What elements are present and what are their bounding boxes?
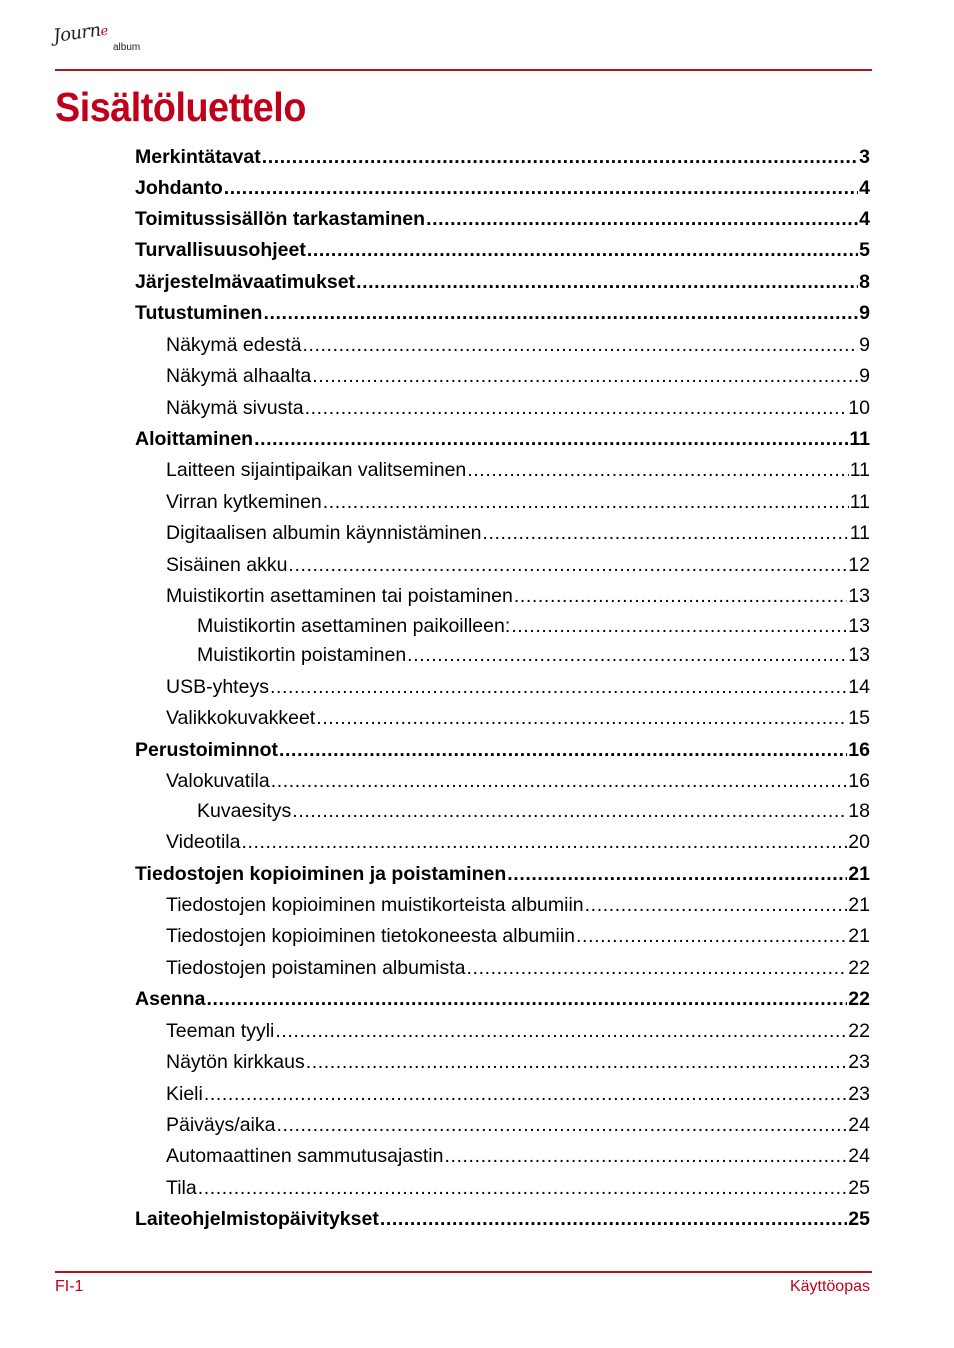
toc-dot-leader	[271, 769, 848, 793]
toc-entry-page: 23	[848, 1051, 870, 1073]
toc-entry-title: Johdanto	[135, 177, 223, 199]
toc-entry-page: 14	[848, 676, 870, 698]
toc-entry[interactable]	[135, 270, 870, 294]
toc-entry-title: Tutustuminen	[135, 302, 263, 324]
toc-entry-title: Perustoiminnot	[135, 739, 279, 761]
toc-dot-leader	[306, 1050, 848, 1074]
toc-dot-leader	[444, 1144, 847, 1168]
toc-dot-leader	[316, 706, 847, 730]
header-rule	[55, 69, 872, 71]
toc-dot-leader	[292, 799, 847, 823]
toc-entry-title: USB-yhteys	[166, 676, 269, 698]
toc-entry-title: Muistikortin asettaminen paikoilleen:	[197, 615, 511, 637]
toc-entry-title: Muistikortin poistaminen	[197, 644, 407, 666]
toc-entry-title: Päiväys/aika	[166, 1114, 276, 1136]
toc-dot-leader	[224, 176, 858, 200]
toc-entry[interactable]	[135, 176, 870, 200]
toc-dot-leader	[254, 427, 848, 451]
toc-entry-page: 22	[848, 1020, 870, 1042]
toc-entry[interactable]	[166, 1144, 870, 1168]
toc-entry-title: Kieli	[166, 1083, 203, 1105]
toc-entry-title: Näkymä edestä	[166, 334, 302, 356]
toc-entry-title: Näkymä alhaalta	[166, 365, 312, 387]
toc-entry-page: 8	[859, 271, 870, 293]
toc-dot-leader	[407, 643, 847, 667]
toc-entry-page: 3	[859, 146, 870, 168]
toc-entry-page: 4	[859, 177, 870, 199]
toc-entry[interactable]	[135, 862, 870, 886]
toc-entry-page: 23	[848, 1083, 870, 1105]
toc-entry[interactable]	[166, 924, 870, 948]
toc-entry-title: Valikkokuvakkeet	[166, 707, 316, 729]
toc-entry[interactable]	[166, 1050, 870, 1074]
toc-entry-title: Automaattinen sammutusajastin	[166, 1145, 444, 1167]
toc-entry-title: Valokuvatila	[166, 770, 270, 792]
toc-entry-title: Laiteohjelmistopäivitykset	[135, 1208, 379, 1230]
toc-entry-page: 11	[849, 459, 870, 481]
toc-dot-leader	[482, 521, 848, 545]
toc-entry-page: 9	[859, 334, 870, 356]
toc-dot-leader	[514, 584, 847, 608]
toc-entry-page: 21	[848, 863, 870, 885]
toc-entry-title: Muistikortin asettaminen tai poistaminen	[166, 585, 513, 607]
toc-entry-page: 13	[848, 644, 870, 666]
document-name: Käyttöopas	[789, 1278, 870, 1295]
toc-entry-title: Digitaalisen albumin käynnistäminen	[166, 522, 482, 544]
toc-entry[interactable]	[166, 769, 870, 793]
toc-entry[interactable]	[166, 706, 870, 730]
toc-dot-leader	[288, 553, 847, 577]
toc-entry[interactable]	[166, 893, 870, 917]
toc-entry-title: Turvallisuusohjeet	[135, 239, 306, 261]
toc-entry-title: Teeman tyyli	[166, 1020, 275, 1042]
toc-entry[interactable]	[166, 675, 870, 699]
toc-entry-page: 20	[848, 831, 870, 853]
toc-entry[interactable]	[166, 458, 870, 482]
toc-entry-title: Näytön kirkkaus	[166, 1051, 305, 1073]
toc-dot-leader	[576, 924, 847, 948]
toc-entry[interactable]	[166, 830, 870, 854]
toc-entry[interactable]	[166, 333, 870, 357]
toc-entry[interactable]	[135, 207, 870, 231]
toc-entry-page: 21	[848, 925, 870, 947]
toc-entry[interactable]	[166, 521, 870, 545]
toc-entry-title: Laitteen sijaintipaikan valitseminen	[166, 459, 467, 481]
toc-entry[interactable]	[166, 1176, 870, 1200]
footer-rule	[55, 1271, 872, 1273]
toc-entry[interactable]	[166, 364, 870, 388]
toc-dot-leader	[380, 1207, 847, 1231]
toc-dot-leader	[302, 333, 858, 357]
toc-entry-title: Videotila	[166, 831, 241, 853]
toc-entry-title: Asenna	[135, 988, 206, 1010]
toc-entry-page: 5	[859, 239, 870, 261]
toc-entry-title: Kuvaesitys	[197, 800, 292, 822]
toc-entry-title: Tiedostojen poistaminen albumista	[166, 957, 466, 979]
toc-entry-title: Sisäinen akku	[166, 554, 288, 576]
toc-dot-leader	[426, 207, 858, 231]
toc-dot-leader	[275, 1019, 847, 1043]
toc-entry-title: Tiedostojen kopioiminen ja poistaminen	[135, 863, 507, 885]
toc-entry[interactable]	[197, 799, 870, 823]
toc-entry[interactable]	[135, 238, 870, 262]
toc-entry-title: Virran kytkeminen	[166, 491, 322, 513]
toc-entry[interactable]	[166, 956, 870, 980]
toc-entry-page: 4	[859, 208, 870, 230]
toc-entry-page: 24	[848, 1145, 870, 1167]
toc-entry-page: 11	[849, 491, 870, 513]
toc-entry-page: 11	[849, 428, 870, 450]
toc-entry-page: 11	[849, 522, 870, 544]
toc-dot-leader	[307, 238, 858, 262]
toc-dot-leader	[356, 270, 858, 294]
toc-entry-title: Tila	[166, 1177, 197, 1199]
toc-dot-leader	[467, 458, 848, 482]
toc-entry-page: 13	[848, 585, 870, 607]
toc-entry-title: Aloittaminen	[135, 428, 254, 450]
toc-entry[interactable]	[135, 301, 870, 325]
toc-entry-page: 24	[848, 1114, 870, 1136]
toc-entry[interactable]	[166, 490, 870, 514]
toc-dot-leader	[511, 614, 847, 638]
toc-dot-leader	[206, 987, 847, 1011]
toc-entry-page: 22	[848, 988, 870, 1010]
toc-dot-leader	[585, 893, 848, 917]
page-number: FI-1	[55, 1278, 84, 1295]
toc-entry-page: 16	[848, 739, 870, 761]
toc-entry-page: 25	[848, 1208, 870, 1230]
toc-dot-leader	[262, 145, 858, 169]
toc-entry[interactable]	[135, 427, 870, 451]
toc-entry[interactable]	[166, 1113, 870, 1137]
toc-entry[interactable]	[166, 1019, 870, 1043]
toc-entry-page: 15	[848, 707, 870, 729]
toc-entry-page: 9	[859, 302, 870, 324]
toc-dot-leader	[241, 830, 847, 854]
toc-entry[interactable]	[197, 643, 870, 667]
page-title: Sisältöluettelo	[55, 84, 306, 130]
toc-entry-page: 25	[848, 1177, 870, 1199]
toc-entry-page: 13	[848, 615, 870, 637]
logo-script: Journe	[52, 19, 109, 47]
toc-dot-leader	[263, 301, 858, 325]
toc-entry[interactable]	[197, 614, 870, 638]
toc-entry-page: 22	[848, 957, 870, 979]
toc-entry-title: Merkintätavat	[135, 146, 261, 168]
toc-entry[interactable]	[135, 987, 870, 1011]
toc-entry-page: 12	[848, 554, 870, 576]
toc-entry[interactable]	[166, 584, 870, 608]
toc-entry-page: 10	[848, 397, 870, 419]
toc-entry-title: Tiedostojen kopioiminen tietokoneesta albumiin	[166, 925, 576, 947]
logo-sub: album	[113, 42, 141, 53]
toc-entry[interactable]	[135, 738, 870, 762]
toc-dot-leader	[198, 1176, 848, 1200]
toc-dot-leader	[323, 490, 849, 514]
journe-album-logo	[52, 19, 155, 64]
toc-entry[interactable]	[166, 553, 870, 577]
toc-dot-leader	[279, 738, 847, 762]
toc-dot-leader	[507, 862, 847, 886]
toc-dot-leader	[305, 396, 848, 420]
toc-entry-title: Toimitussisällön tarkastaminen	[135, 208, 426, 230]
toc-dot-leader	[270, 675, 847, 699]
toc-entry-title: Järjestelmävaatimukset	[135, 271, 356, 293]
toc-dot-leader	[312, 364, 858, 388]
toc-dot-leader	[467, 956, 848, 980]
toc-entry-page: 9	[859, 365, 870, 387]
toc-entry[interactable]	[166, 1082, 870, 1106]
toc-entry-page: 21	[848, 894, 870, 916]
toc-entry-title: Näkymä sivusta	[166, 397, 304, 419]
toc-dot-leader	[204, 1082, 847, 1106]
toc-dot-leader	[276, 1113, 847, 1137]
toc-entry-title: Tiedostojen kopioiminen muistikorteista albumiin	[166, 894, 584, 916]
toc-entry[interactable]	[166, 396, 870, 420]
toc-entry[interactable]	[135, 1207, 870, 1231]
toc-entry[interactable]	[135, 145, 870, 169]
toc-entry-page: 18	[848, 800, 870, 822]
toc-entry-page: 16	[848, 770, 870, 792]
